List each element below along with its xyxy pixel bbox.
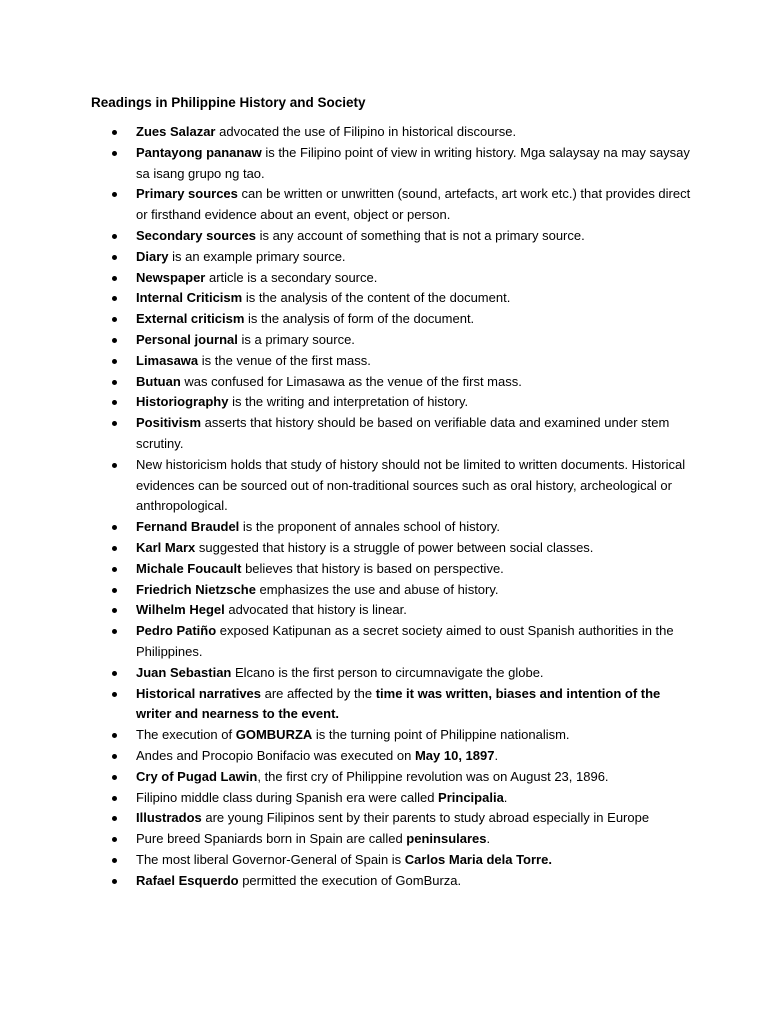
item-text: Elcano is the first person to circumnavigate the globe. [231, 664, 544, 680]
list-item [112, 621, 692, 663]
item-text: is the Filipino point of view in writing history. Mga salaysay na may saysay sa isang grupo ng tao. [136, 144, 690, 181]
list-item [112, 413, 692, 455]
list-item [112, 871, 692, 892]
item-text: suggested that history is a struggle of power between social classes. [195, 539, 594, 555]
list-item [112, 829, 692, 850]
list-item [112, 455, 692, 517]
item-text: emphasizes the use and abuse of history. [255, 581, 499, 597]
bullet-icon [112, 879, 117, 884]
bold-term: Newspaper [136, 269, 206, 285]
item-text: Filipino middle class during Spanish era were called [136, 789, 439, 805]
bullet-icon [112, 338, 117, 343]
bold-term: Historical narratives [136, 685, 262, 701]
item-text: The most liberal Governor-General of Spain is [136, 851, 405, 867]
bold-term: Historiography [136, 394, 229, 410]
bullet-icon [112, 192, 117, 197]
bullet-icon [112, 733, 117, 738]
list-item [112, 767, 692, 788]
item-text: asserts that history should be based on verifiable data and examined under stem scrutiny. [136, 415, 670, 451]
bold-term: Juan Sebastian [136, 664, 232, 680]
item-text: is the analysis of the content of the document. [242, 290, 511, 306]
item-text: is the venue of the first mass. [198, 352, 371, 368]
item-text: are affected by the [261, 685, 376, 701]
bullet-icon [112, 546, 117, 551]
document-title: Readings in Philippine History and Society [91, 95, 366, 110]
item-text: was confused for Limasawa as the venue of the first mass. [180, 373, 522, 389]
item-text: New historicism holds that study of history should not be limited to written documents. Historical evidences can be sourced out of non-traditional sources such as oral history, archeological or anthropological. [136, 456, 686, 514]
item-text: advocated that history is linear. [224, 602, 407, 618]
list-item [112, 309, 692, 330]
item-text: is a primary source. [237, 331, 355, 347]
bullet-icon [112, 359, 117, 364]
bold-term: May 10, 1897 [414, 747, 495, 763]
item-text: . [486, 831, 491, 847]
bold-term: Primary sources [136, 186, 238, 202]
item-text: believes that history is based on perspective. [241, 560, 504, 576]
item-text: is the writing and interpretation of history. [228, 394, 469, 410]
list-item [112, 184, 692, 226]
item-text: Pure breed Spaniards born in Spain are called [136, 831, 407, 847]
bold-term: Carlos Maria dela Torre. [404, 851, 552, 867]
bullet-icon [112, 608, 117, 613]
list-item [112, 788, 692, 809]
bold-term: Limasawa [136, 352, 199, 368]
list-item [112, 143, 692, 185]
bold-term: Michale Foucault [136, 560, 242, 576]
bold-term: External criticism [136, 311, 245, 327]
item-text: article is a secondary source. [205, 269, 378, 285]
bullet-icon [112, 775, 117, 780]
bold-term: Rafael Esquerdo [136, 872, 239, 888]
list-item [112, 559, 692, 580]
bold-term: Cry of Pugad Lawin [136, 768, 258, 784]
bullet-icon [112, 588, 117, 593]
list-item [112, 538, 692, 559]
bold-term: Pantayong pananaw [136, 144, 262, 160]
item-text: . [503, 789, 508, 805]
list-item [112, 351, 692, 372]
bullet-icon [112, 276, 117, 281]
item-text: . [494, 747, 499, 763]
bold-term: Secondary sources [136, 227, 256, 243]
list-item [112, 372, 692, 393]
list-item [112, 226, 692, 247]
bullet-icon [112, 151, 117, 156]
bold-term: Butuan [136, 373, 181, 389]
bullet-icon [112, 629, 117, 634]
bold-term: Zues Salazar [136, 124, 216, 139]
bullet-icon [112, 421, 117, 426]
bullet-icon [112, 380, 117, 385]
item-text: permitted the execution of GomBurza. [238, 872, 462, 888]
bold-term: Diary [136, 248, 169, 264]
bold-term: Fernand Braudel [136, 519, 240, 535]
item-text: is the turning point of Philippine nationalism. [312, 727, 570, 743]
bullet-icon [112, 317, 117, 322]
item-text: , the first cry of Philippine revolution was on August 23, 1896. [257, 768, 609, 784]
list-item [112, 268, 692, 289]
bold-term: Principalia [438, 789, 504, 805]
bullet-icon [112, 837, 117, 842]
bullet-icon [112, 858, 117, 863]
bold-term: Pedro Patiño [136, 623, 217, 639]
list-item [112, 746, 692, 767]
bold-term: Personal journal [136, 331, 238, 347]
bold-term: Friedrich Nietzsche [136, 581, 256, 597]
list-item [112, 600, 692, 621]
list-item [112, 247, 692, 268]
list-item [112, 122, 692, 143]
item-text: The execution of [136, 727, 236, 743]
bold-term: Karl Marx [136, 539, 196, 555]
list-item [112, 808, 692, 829]
list-item [112, 392, 692, 413]
list-item [112, 580, 692, 601]
bullet-icon [112, 234, 117, 239]
bullet-icon [112, 463, 117, 468]
list-item [112, 288, 692, 309]
item-text: advocated the use of Filipino in historical discourse. [215, 124, 517, 139]
bold-term: Positivism [136, 415, 202, 431]
bold-term: Internal Criticism [136, 290, 243, 306]
item-text: Andes and Procopio Bonifacio was executed on [136, 747, 415, 763]
item-text: is an example primary source. [168, 248, 346, 264]
bullet-icon [112, 692, 117, 697]
list-item [112, 725, 692, 746]
bullet-icon [112, 816, 117, 821]
bold-term: Illustrados [136, 810, 202, 826]
list-item [112, 330, 692, 351]
bullet-icon [112, 671, 117, 676]
bold-term: Wilhelm Hegel [136, 602, 225, 618]
item-text: is the proponent of annales school of history. [239, 519, 500, 535]
item-text: is the analysis of form of the document. [244, 311, 475, 327]
item-text: can be written or unwritten (sound, artefacts, art work etc.) that provides direct or firsthand evidence about an event, object or person. [136, 186, 691, 223]
list-item [112, 684, 692, 726]
bullet-icon [112, 296, 117, 301]
bullet-icon [112, 796, 117, 801]
bullet-icon [112, 525, 117, 530]
list-item [112, 663, 692, 684]
bold-term: GOMBURZA [235, 727, 313, 743]
list-item [112, 850, 692, 871]
bullet-icon [112, 130, 117, 135]
bullet-icon [112, 255, 117, 260]
bullet-icon [112, 754, 117, 759]
bold-term: time it was written, biases and intention of the writer and nearness to the event. [136, 685, 661, 722]
bullet-icon [112, 400, 117, 405]
item-text: are young Filipinos sent by their parents to study abroad especially in Europe [201, 810, 650, 826]
bullet-list [112, 122, 692, 891]
list-item [112, 517, 692, 538]
bold-term: peninsulares [406, 831, 487, 847]
bullet-icon [112, 567, 117, 572]
item-text: is any account of something that is not a primary source. [255, 227, 585, 243]
item-text: exposed Katipunan as a secret society aimed to oust Spanish authorities in the Philippines. [136, 623, 674, 659]
